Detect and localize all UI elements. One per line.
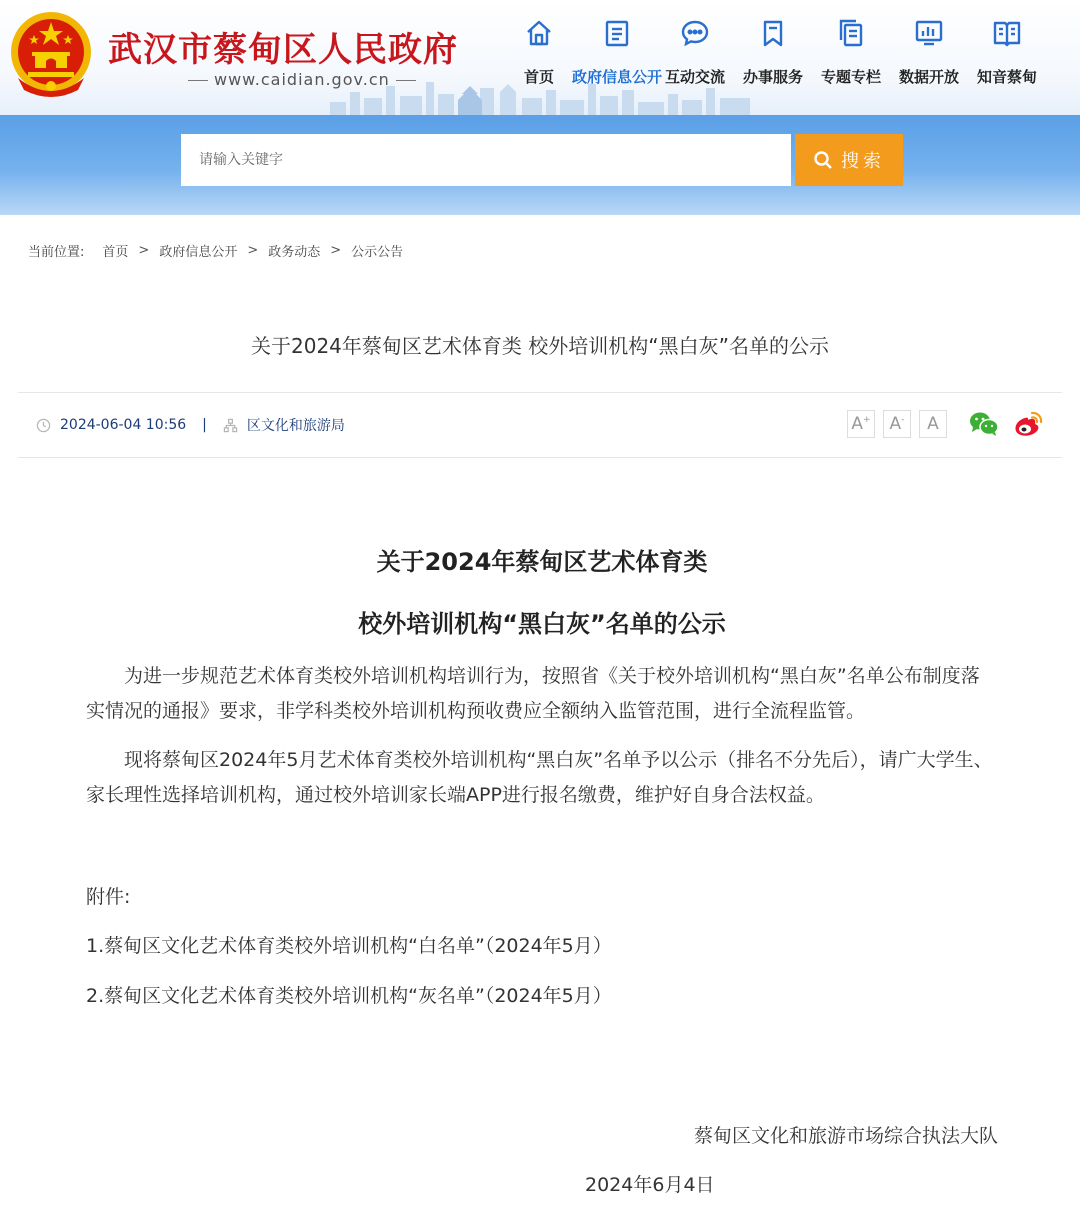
font-size-increase-button[interactable]: [847, 410, 875, 438]
meta-separator: |: [202, 417, 207, 433]
site-title: 武汉市蔡甸区人民政府: [108, 30, 458, 70]
nav-label: 专题专栏: [820, 68, 881, 86]
font-button-letter: A: [889, 414, 902, 434]
site-header: [0, 0, 1080, 115]
font-button-mark: -: [901, 415, 905, 425]
breadcrumb-separator: >: [247, 243, 259, 258]
bar-chart-icon: [914, 18, 944, 48]
publish-datetime: 2024-06-04 10:56: [60, 417, 187, 433]
organization-icon: [223, 418, 238, 433]
divider: [18, 457, 1062, 458]
nav-label: 数据开放: [898, 68, 959, 86]
font-button-mark: +: [863, 415, 871, 425]
nav-label: 办事服务: [742, 68, 803, 86]
site-url: www.caidian.gov.cn: [182, 70, 422, 89]
nav-item-open-data[interactable]: [890, 18, 968, 98]
search-button-label: 搜索: [841, 151, 885, 172]
font-size-decrease-button[interactable]: [883, 410, 911, 438]
nav-item-topics[interactable]: [812, 18, 890, 98]
bookmark-icon: [758, 18, 788, 48]
font-button-letter: A: [927, 414, 939, 434]
signature-organization: 蔡甸区文化和旅游市场综合执法大队: [693, 1125, 998, 1147]
search-banner: [0, 115, 1080, 215]
open-book-icon: [992, 18, 1022, 48]
breadcrumb-government-info[interactable]: 政府信息公开: [159, 245, 238, 260]
nav-item-government-info[interactable]: [572, 18, 663, 98]
nav-label: 政府信息公开: [572, 68, 663, 86]
nav-label: 互动交流: [664, 68, 725, 86]
article-title-line-2: 校外培训机构“黑白灰”名单的公示: [358, 610, 726, 638]
attachments-label: 附件:: [86, 886, 131, 908]
weibo-share-icon[interactable]: [1012, 408, 1044, 440]
font-size-default-button[interactable]: [919, 410, 947, 438]
attachment-link-white-list[interactable]: 1.蔡甸区文化艺术体育类校外培训机构“白名单”（2024年5月）: [86, 935, 612, 957]
national-emblem-logo: [8, 8, 94, 100]
nav-item-home[interactable]: [500, 18, 578, 98]
chat-bubble-icon: [680, 18, 710, 48]
attachment-link-gray-list[interactable]: 2.蔡甸区文化艺术体育类校外培训机构“灰名单”（2024年5月）: [86, 985, 612, 1007]
home-icon: [524, 18, 554, 48]
nav-item-zhiyin-caidian[interactable]: [968, 18, 1046, 98]
breadcrumb-separator: >: [138, 243, 150, 258]
wechat-share-icon[interactable]: [968, 408, 1000, 440]
article-meta: [36, 415, 345, 435]
article-source: 区文化和旅游局: [246, 418, 345, 434]
main-navigation: [500, 18, 1046, 98]
breadcrumb-label: 当前位置:: [28, 245, 85, 260]
copy-files-icon: [836, 18, 866, 48]
nav-item-interaction[interactable]: [656, 18, 734, 98]
clock-icon: [36, 418, 51, 433]
search-button[interactable]: [795, 134, 903, 186]
breadcrumb-government-news[interactable]: 政务动态: [268, 245, 321, 260]
divider: [18, 392, 1062, 393]
search-icon: [813, 150, 833, 170]
font-size-controls: [847, 410, 955, 438]
breadcrumb-separator: >: [330, 243, 342, 258]
nav-label: 知音蔡甸: [976, 68, 1037, 86]
document-list-icon: [602, 18, 632, 48]
article-title-line-1: 关于2024年蔡甸区艺术体育类: [376, 548, 708, 576]
search-input[interactable]: [181, 134, 791, 186]
nav-item-services[interactable]: [734, 18, 812, 98]
signature-date: 2024年6月4日: [585, 1174, 715, 1196]
breadcrumb: [28, 241, 403, 260]
breadcrumb-announcements[interactable]: 公示公告: [351, 245, 404, 260]
article-paragraph: 为进一步规范艺术体育类校外培训机构培训行为，按照省《关于校外培训机构“黑白灰”名单公布制度落实情况的通报》要求，非学科类校外培训机构预收费应全额纳入监管范围，进行全流程监管。: [86, 665, 980, 722]
breadcrumb-home[interactable]: 首页: [102, 245, 129, 260]
article-paragraph: 现将蔡甸区2024年5月艺术体育类校外培训机构“黑白灰”名单予以公示（排名不分先后），请广大学生、家长理性选择培训机构，通过校外培训家长端APP进行报名缴费，维护好自身合法权益。: [86, 749, 993, 806]
font-button-letter: A: [851, 414, 864, 434]
nav-label: 首页: [523, 68, 554, 86]
page-title: 关于2024年蔡甸区艺术体育类 校外培训机构“黑白灰”名单的公示: [251, 334, 829, 358]
